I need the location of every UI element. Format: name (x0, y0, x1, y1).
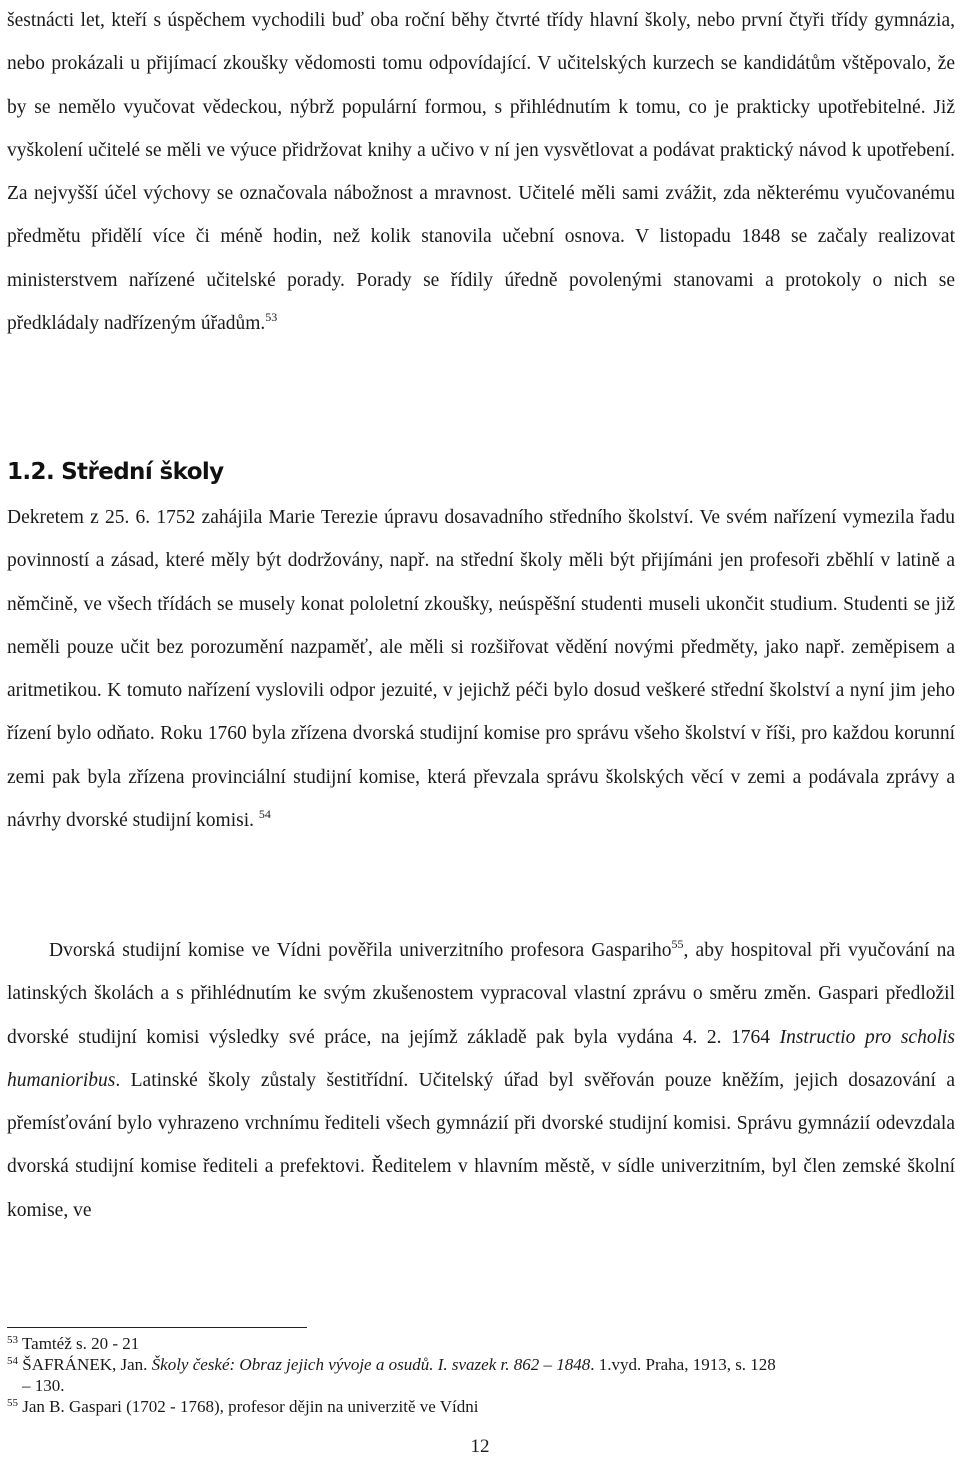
footnote-ref-54[interactable]: 54 (258, 807, 271, 822)
footnote-number: 53 (7, 1334, 18, 1346)
footnote-54 (7, 1354, 955, 1396)
footnote-number: 55 (7, 1397, 18, 1409)
footnote-text: Tamtéž s. 20 - 21 (21, 1334, 140, 1353)
footnotes (7, 1333, 955, 1417)
paragraph-text: Dekretem z 25. 6. 1752 zahájila Marie Terezie úpravu dosavadního středního školství. Ve svém nařízení vymezila řadu povinností a zásad, které měly být dodržovány, např. na střední školy měli být přijímáni jen profesoři zběhlí v latině a němčině, ve všech třídách se musely konat pololetní zkoušky, neúspěšní studenti museli ukončit studium. Studenti se již neměli pouze učit bez porozumění nazpaměť, ale měli si rozšiřovat vědění novými předměty, jako např. zeměpisem a aritmetikou. K tomuto nařízení vyslovili odpor jezuité, v jejichž péči bylo dosud veškeré střední školství a nyní jim jeho řízení bylo odňato. Roku 1760 byla zřízena dvorská studijní komise pro správu všeho školství v říši, pro každou korunní zemi pak byla zřízena provinciální studijní komise, která převzala správu školských věcí v zemi a podávala zprávy a návrhy dvorské studijní komisi. (7, 507, 955, 832)
footnote-continuation: – 130. (22, 1376, 65, 1395)
footnote-author: ŠAFRÁNEK, Jan. (22, 1355, 152, 1374)
paragraph-secondary-schools (7, 496, 955, 842)
footnote-ref-55[interactable]: 55 (671, 937, 684, 951)
paragraph-text: šestnácti let, kteří s úspěchem vychodili buď oba roční běhy čtvrté třídy hlavní školy, nebo první čtyři třídy gymnázia, nebo prokázali u přijímací zkoušky vědomosti tomu odpovídající. V učitelských kurzech se kandidátům vštěpovalo, že by se nemělo vyučovat vědeckou, nýbrž populární formou, s přihlédnutím k tomu, co je prakticky upotřebitelné. Již vyškolení učitelé se měli ve výuce přidržovat knihy a učivo v ní jen vysvětlovat a podávat praktický návod k upotřebení. Za nejvyšší účel výchovy se označovala nábožnost a mravnost. Učitelé měli sami zvážit, zda některému vyučovanému předmětu přidělí více či méně hodin, než kolik stanovila učební osnova. V listopadu 1848 se začaly realizovat ministerstvem nařízené učitelské porady. Porady se řídily úředně povolenými stanovami a protokoly o nich se předkládaly nadřízeným úřadům. (7, 10, 955, 335)
footnote-book-title: Školy české: Obraz jejich vývoje a osudů. I. svazek r. 862 – 1848 (151, 1355, 591, 1374)
footnote-ref-53[interactable]: 53 (265, 310, 278, 325)
paragraph-gaspari (7, 929, 955, 1232)
paragraph-teacher-training (7, 0, 955, 345)
page-number: 12 (470, 1436, 490, 1457)
footnote-number: 54 (7, 1355, 18, 1367)
footnote-publication: . 1.vyd. Praha, 1913, s. 128 (590, 1355, 776, 1374)
footnote-separator (7, 1327, 307, 1328)
italic-work-title: Instructio pro scholis humanioribus (7, 1026, 955, 1091)
section-heading (7, 452, 224, 492)
section-number: 1.2. (7, 459, 55, 485)
section-title: Střední školy (61, 459, 224, 485)
footnote-text: Jan B. Gaspari (1702 - 1768), profesor dějin na univerzitě ve Vídni (22, 1397, 479, 1416)
footnote-55 (7, 1396, 955, 1417)
paragraph-text: , aby hospitoval při vyučování na latinských školách a s přihlédnutím ke svým zkušenostem vypracoval vlastní zprávu o směru změn. Gaspari předložil dvorské studijní komisi výsledky své práce, na jejímž základě pak byla vydána 4. 2. 1764 (7, 940, 955, 1048)
footnote-53 (7, 1333, 955, 1354)
paragraph-text: . Latinské školy zůstaly šestitřídní. Učitelský úřad byl svěřován pouze kněžím, jejich dosazování a přemísťování bylo vyhrazeno vrchnímu řediteli všech gymnázií při dvorské studijní komisi. Správu gymnázií odevzdala dvorská studijní komise řediteli a prefektovi. Ředitelem v hlavním městě, v sídle univerzitním, byl člen zemské školní komise, ve (7, 1069, 955, 1221)
paragraph-text: Dvorská studijní komise ve Vídni pověřila univerzitního profesora Gaspariho (49, 940, 672, 961)
